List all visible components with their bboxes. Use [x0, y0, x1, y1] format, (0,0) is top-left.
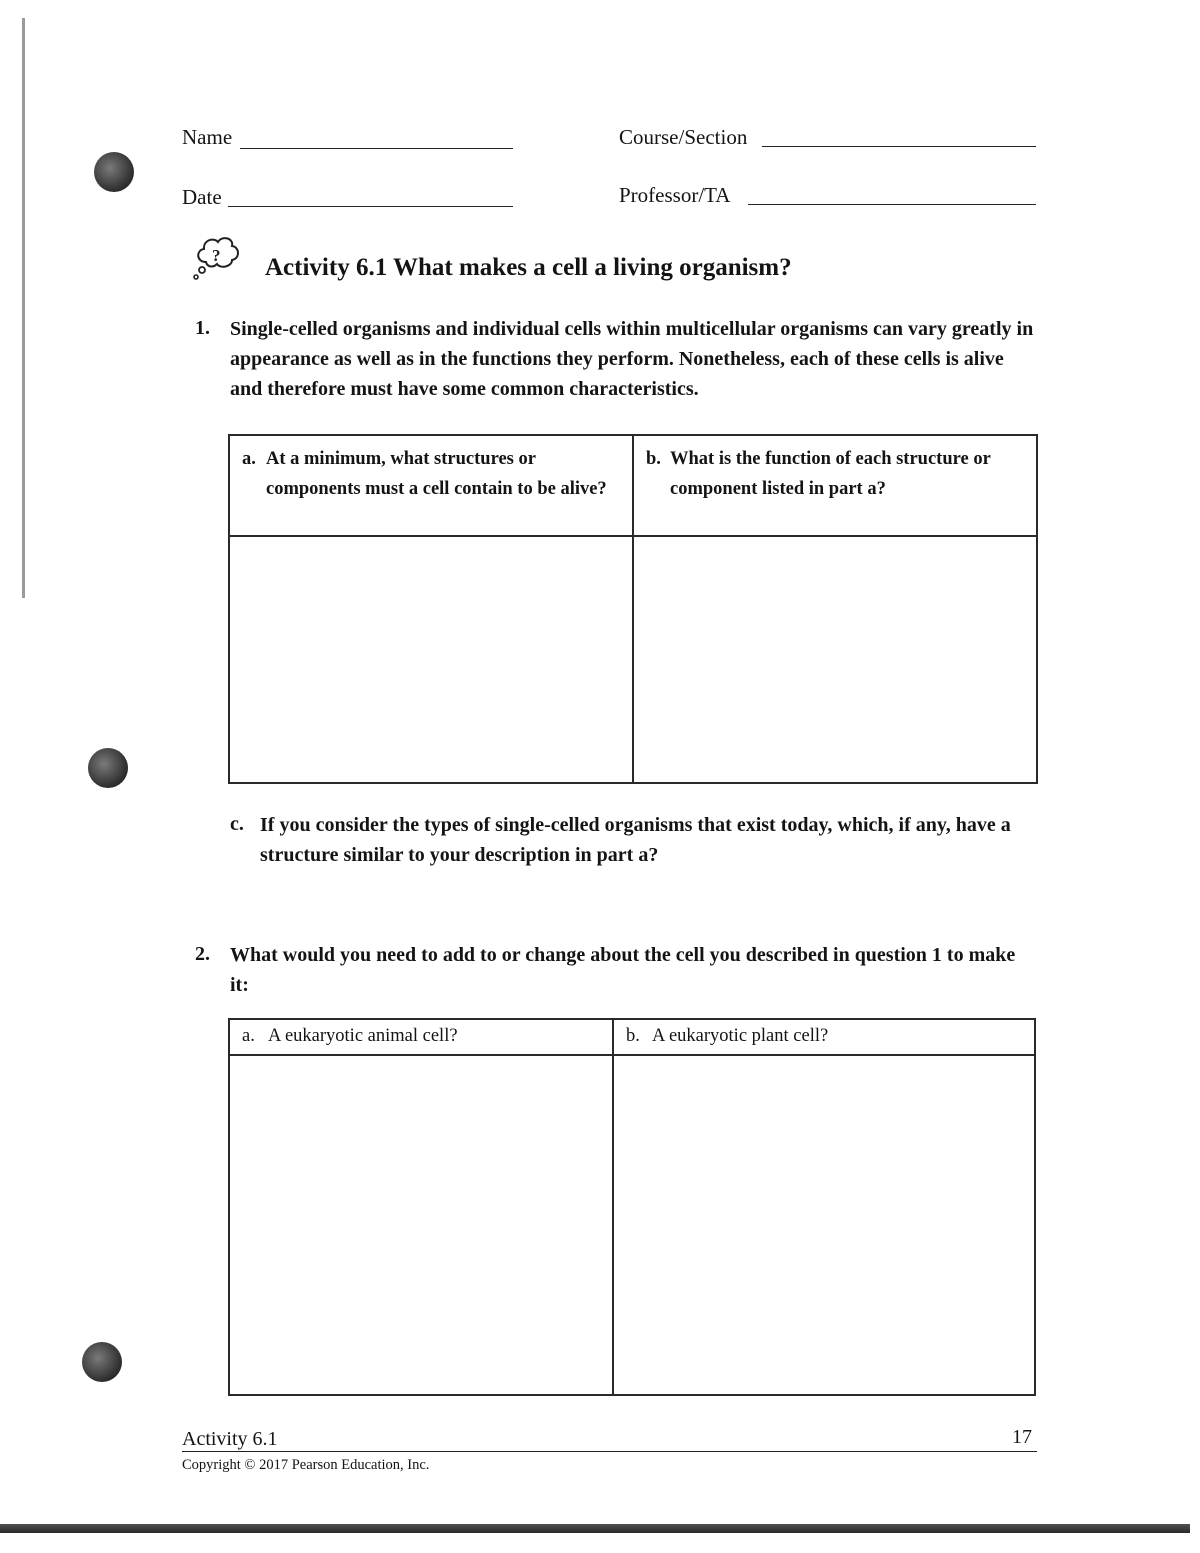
- q2-answer-b[interactable]: [613, 1055, 1035, 1395]
- activity-title: Activity 6.1 What makes a cell a living organism?: [265, 254, 792, 281]
- name-label: Name: [182, 125, 233, 149]
- course-section-field-line[interactable]: [762, 146, 1036, 147]
- q2-col-b-letter: b.: [626, 1026, 640, 1046]
- scan-edge-line: [22, 18, 25, 598]
- question-2-number: 2.: [195, 943, 210, 965]
- thought-bubble-question-icon: [188, 232, 248, 284]
- page-number: 17: [1012, 1426, 1032, 1448]
- q1-col-b-header: [633, 435, 1037, 536]
- date-label: Date: [182, 185, 222, 209]
- q2-answer-a[interactable]: [229, 1055, 613, 1395]
- binder-hole-bottom: [82, 1342, 122, 1382]
- footer-rule: [182, 1451, 1037, 1452]
- q2-col-a-header: [229, 1019, 613, 1055]
- q1-col-a-header: [229, 435, 633, 536]
- question-mark-glyph: ?: [212, 246, 221, 265]
- q1-answer-b[interactable]: [633, 536, 1037, 783]
- binder-hole-top: [94, 152, 134, 192]
- course-section-label: Course/Section: [619, 125, 748, 149]
- question-2-table: [228, 1018, 1036, 1396]
- date-field-line[interactable]: [228, 206, 513, 207]
- question-1c-text: If you consider the types of single-celled organisms that exist today, which, if any, have a structure similar to your description in part a?: [260, 814, 1011, 866]
- question-1-table: [228, 434, 1038, 784]
- q2-col-a-text: A eukaryotic animal cell?: [268, 1026, 458, 1046]
- professor-ta-label: Professor/TA: [619, 183, 731, 207]
- footer-activity-label: Activity 6.1: [182, 1428, 278, 1450]
- q1-col-a-text: At a minimum, what structures or components must a cell contain to be alive?: [266, 449, 607, 499]
- q2-col-a-letter: a.: [242, 1026, 255, 1046]
- question-2-text: What would you need to add to or change about the cell you described in question 1 to make it:: [230, 944, 1016, 996]
- question-1c-letter: c.: [230, 813, 244, 835]
- copyright-notice: Copyright © 2017 Pearson Education, Inc.: [182, 1457, 430, 1473]
- q1-answer-a[interactable]: [229, 536, 633, 783]
- name-field-line[interactable]: [240, 148, 513, 149]
- binder-hole-middle: [88, 748, 128, 788]
- professor-ta-field-line[interactable]: [748, 204, 1036, 205]
- q1-col-a-letter: a.: [242, 449, 256, 469]
- scan-bottom-edge: [0, 1524, 1190, 1533]
- q2-col-b-header: [613, 1019, 1035, 1055]
- q2-col-b-text: A eukaryotic plant cell?: [652, 1026, 829, 1046]
- question-1-text: Single-celled organisms and individual cells within multicellular organisms can vary greatly in appearance as well as in the functions they perform. Nonetheless, each of these cells is alive and therefore must have some common characteristics.: [230, 318, 1034, 400]
- q1-col-b-text: What is the function of each structure or component listed in part a?: [670, 449, 991, 499]
- question-1-number: 1.: [195, 317, 210, 339]
- q1-col-b-letter: b.: [646, 449, 661, 469]
